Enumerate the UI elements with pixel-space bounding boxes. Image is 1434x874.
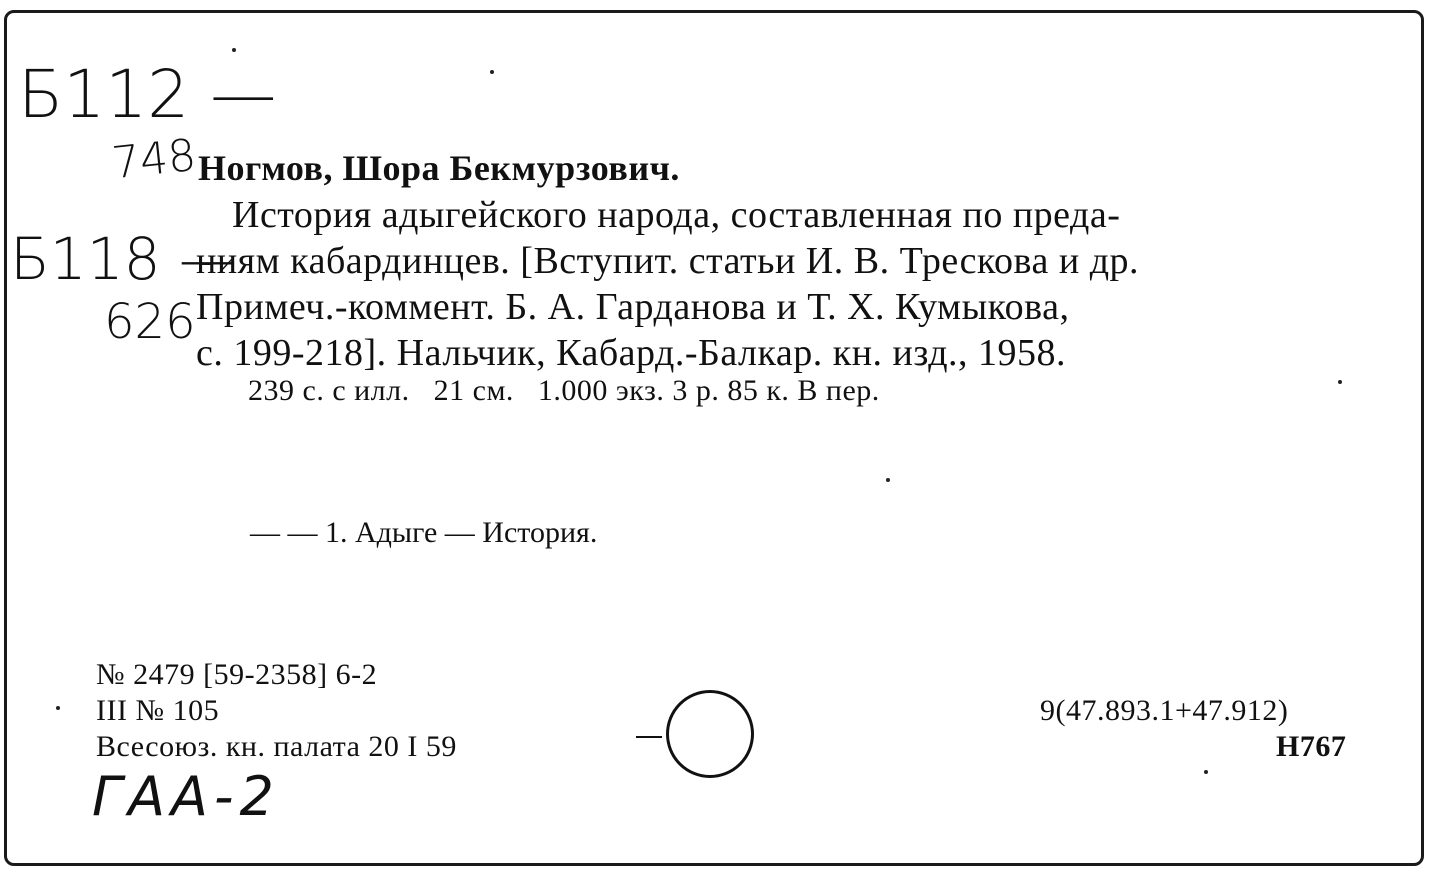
author-heading: Ногмов, Шора Бекмурзович.: [198, 148, 680, 188]
description-line-1: История адыгейского народа, составленная по преда-: [232, 194, 1121, 236]
handwritten-number-2: 626: [104, 294, 196, 350]
speck: [56, 706, 60, 710]
speck: [1338, 380, 1342, 384]
speck: [490, 70, 494, 74]
description-line-4: с. 199-218]. Нальчик, Кабард.-Балкар. кн. изд., 1958.: [196, 332, 1067, 374]
handwritten-signature: ГАА-2: [92, 765, 280, 828]
physical-description: 239 с. с илл. 21 см. 1.000 экз. 3 р. 85 к. В пер.: [248, 374, 880, 407]
handwritten-shelfmark-1: Б112 —: [18, 56, 277, 133]
description-line-3: Примеч.-коммент. Б. А. Гарданова и Т. Х. Кумыкова,: [196, 286, 1070, 328]
speck: [232, 48, 236, 52]
speck: [886, 478, 890, 482]
handwritten-shelfmark-2: Б118 —: [10, 225, 237, 293]
footer-line-1: № 2479 [59-2358] 6-2: [96, 658, 378, 691]
footer-line-2: III № 105: [96, 694, 220, 727]
author-mark: Н767: [1276, 730, 1347, 763]
speck: [1204, 770, 1208, 774]
classification-code: 9(47.893.1+47.912): [1040, 694, 1289, 727]
stamp-circle: [666, 690, 754, 778]
subject-heading: — — 1. Адыге — История.: [250, 516, 598, 549]
stamp-dash: [636, 736, 662, 738]
handwritten-number-1: 748: [109, 129, 199, 190]
description-line-2: ниям кабардинцев. [Вступит. статьи И. В. Трескова и др.: [196, 240, 1140, 282]
footer-line-3: Всесоюз. кн. палата 20 I 59: [96, 730, 457, 763]
